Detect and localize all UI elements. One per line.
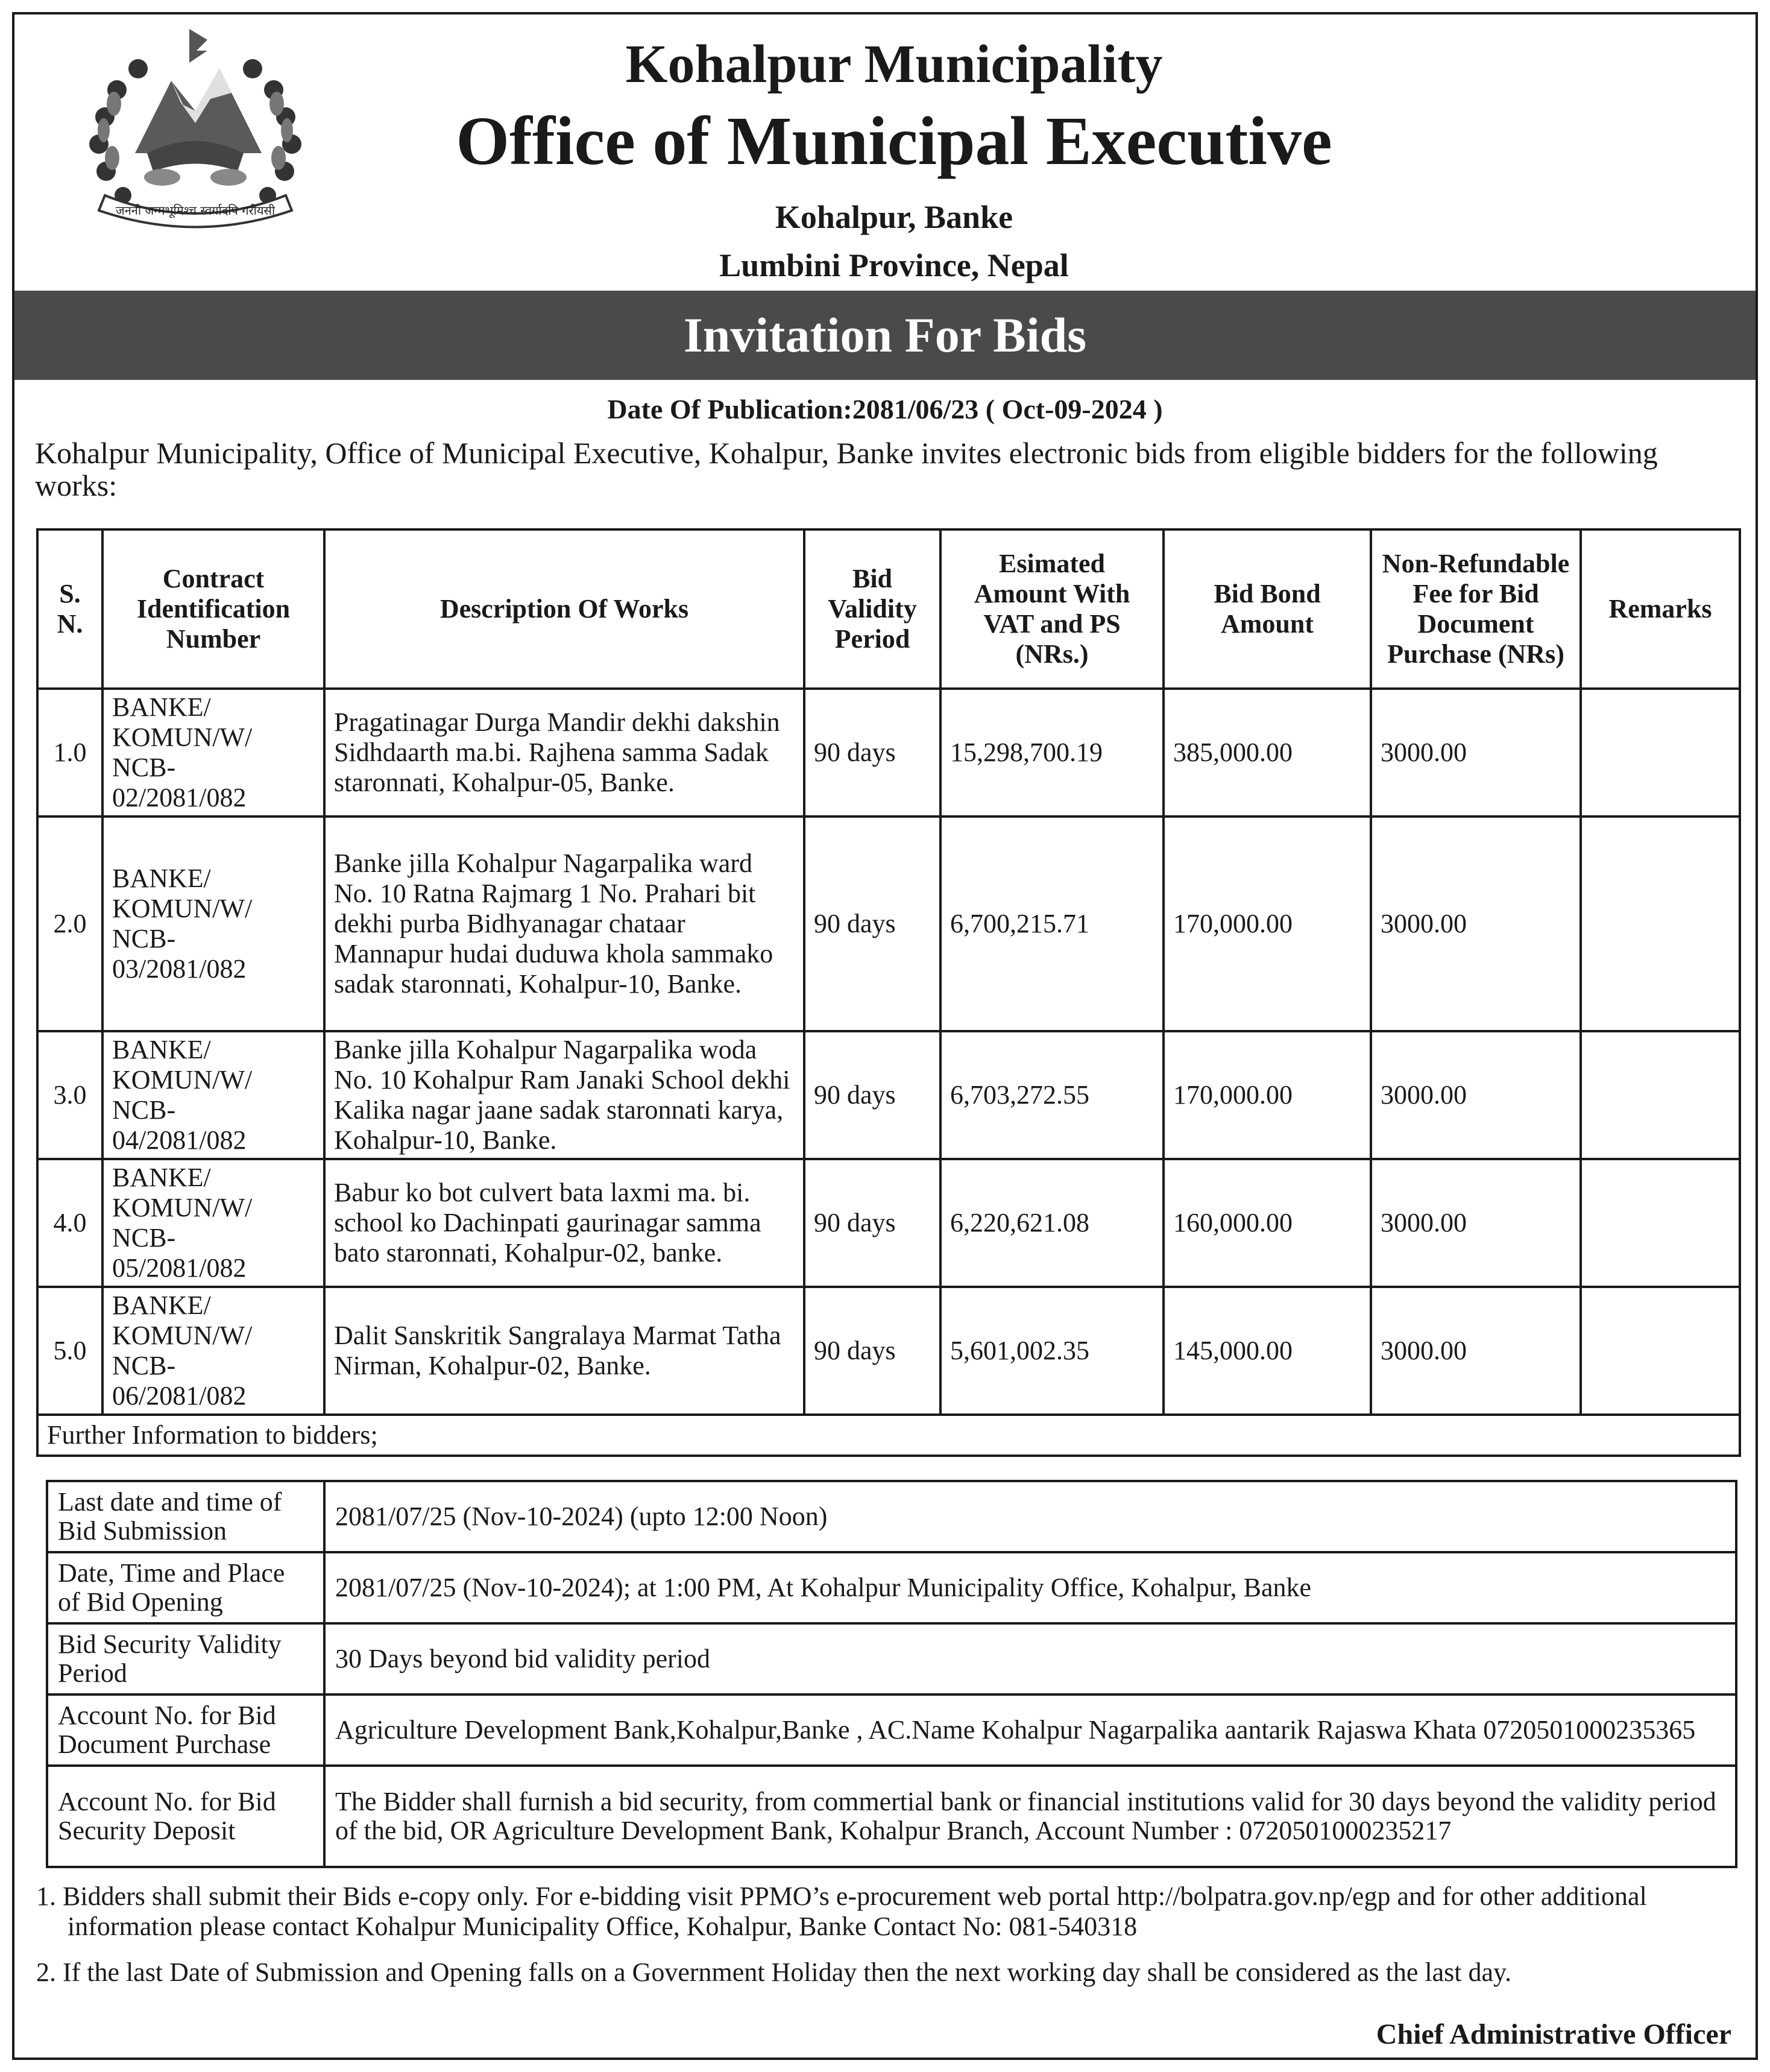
info-value: 2081/07/25 (Nov-10-2024); at 1:00 PM, At Kohalpur Municipality Office, Kohalpur, Banke bbox=[324, 1552, 1736, 1623]
cell-bid-bond: 170,000.00 bbox=[1164, 816, 1371, 1031]
org-name: Kohalpur Municipality bbox=[625, 34, 1163, 94]
table-row bbox=[37, 689, 1740, 816]
location-line-1: Kohalpur, Banke bbox=[775, 199, 1013, 235]
header-contract-id: Contract Identification Number bbox=[102, 529, 324, 689]
intro-paragraph: Kohalpur Municipality, Office of Municipal Executive, Kohalpur, Banke invites electronic bids from eligible bidders for the following works: bbox=[35, 436, 1658, 502]
header-estimated-amount: Esimated Amount With VAT and PS (NRs.) bbox=[940, 529, 1164, 689]
cell-fee: 3000.00 bbox=[1371, 1287, 1581, 1415]
info-row bbox=[47, 1552, 1736, 1623]
info-row bbox=[47, 1695, 1736, 1766]
cell-description: Babur ko bot culvert bata laxmi ma. bi. school ko Dachinpati gaurinagar samma bato staronnati, Kohalpur-02, banke. bbox=[324, 1159, 804, 1287]
header-bid-bond: Bid Bond Amount bbox=[1164, 529, 1371, 689]
cell-remarks bbox=[1581, 816, 1740, 1031]
further-info-row bbox=[37, 1415, 1740, 1456]
header bbox=[14, 31, 1756, 287]
cell-remarks bbox=[1581, 689, 1740, 816]
info-label: Account No. for Bid Security Deposit bbox=[47, 1766, 324, 1867]
cell-estimated-amount: 6,703,272.55 bbox=[940, 1031, 1164, 1159]
header-description: Description Of Works bbox=[324, 529, 804, 689]
svg-text:जननी जन्मभूमिश्च स्वर्गादपि गर: जननी जन्मभूमिश्च स्वर्गादपि गरीयसी bbox=[115, 203, 276, 218]
table-header-row bbox=[37, 529, 1740, 689]
header-sn: S. N. bbox=[37, 529, 102, 689]
table-row bbox=[37, 1287, 1740, 1415]
cell-contract-id: BANKE/ KOMUN/W/ NCB- 05/2081/082 bbox=[102, 1159, 324, 1287]
cell-estimated-amount: 5,601,002.35 bbox=[940, 1287, 1164, 1415]
info-label: Date, Time and Place of Bid Opening bbox=[47, 1552, 324, 1623]
bid-info-table bbox=[46, 1480, 1737, 1868]
info-label: Bid Security Validity Period bbox=[47, 1623, 324, 1695]
notes bbox=[33, 1881, 1737, 2003]
publication-date: Date Of Publication:2081/06/23 ( Oct-09-2024 ) bbox=[607, 394, 1163, 425]
cell-bid-bond: 170,000.00 bbox=[1164, 1031, 1371, 1159]
notice-banner: Invitation For Bids bbox=[14, 291, 1756, 380]
cell-remarks bbox=[1581, 1031, 1740, 1159]
cell-sn: 2.0 bbox=[37, 816, 102, 1031]
info-value: 30 Days beyond bid validity period bbox=[324, 1623, 1736, 1695]
cell-contract-id: BANKE/ KOMUN/W/ NCB- 04/2081/082 bbox=[102, 1031, 324, 1159]
cell-description: Banke jilla Kohalpur Nagarpalika ward No. 10 Ratna Rajmarg 1 No. Prahari bit dekhi purba Bidhyanagar chataar Mannapur hudai duduwa khola sammako sadak staronnati, Kohalpur-10, Banke. bbox=[324, 816, 804, 1031]
cell-estimated-amount: 6,700,215.71 bbox=[940, 816, 1164, 1031]
cell-fee: 3000.00 bbox=[1371, 816, 1581, 1031]
cell-contract-id: BANKE/ KOMUN/W/ NCB- 03/2081/082 bbox=[102, 816, 324, 1031]
table-row bbox=[37, 1031, 1740, 1159]
cell-estimated-amount: 6,220,621.08 bbox=[940, 1159, 1164, 1287]
cell-estimated-amount: 15,298,700.19 bbox=[940, 689, 1164, 816]
cell-bid-bond: 145,000.00 bbox=[1164, 1287, 1371, 1415]
info-row bbox=[47, 1481, 1736, 1552]
note-item: 2. If the last Date of Submission and Opening falls on a Government Holiday then the next working day shall be considered as the last day. bbox=[36, 1957, 1512, 1987]
cell-bid-bond: 160,000.00 bbox=[1164, 1159, 1371, 1287]
header-fee: Non-Refundable Fee for Bid Document Purchase (NRs) bbox=[1371, 529, 1581, 689]
info-value: The Bidder shall furnish a bid security, from commertial bank or financial institutions valid for 30 days beyond the validity period of the bid, OR Agriculture Development Bank, Kohalpur Branch, Account Number : 0720501000235217 bbox=[324, 1766, 1736, 1867]
cell-bid-bond: 385,000.00 bbox=[1164, 689, 1371, 816]
cell-remarks bbox=[1581, 1287, 1740, 1415]
further-info-label: Further Information to bidders; bbox=[37, 1415, 1740, 1456]
cell-contract-id: BANKE/ KOMUN/W/ NCB- 06/2081/082 bbox=[102, 1287, 324, 1415]
cell-sn: 5.0 bbox=[37, 1287, 102, 1415]
cell-description: Pragatinagar Durga Mandir dekhi dakshin Sidhdaarth ma.bi. Rajhena samma Sadak staronnati, Kohalpur-05, Banke. bbox=[324, 689, 804, 816]
info-value: 2081/07/25 (Nov-10-2024) (upto 12:00 Noon) bbox=[324, 1481, 1736, 1552]
notice-page bbox=[12, 12, 1758, 2060]
cell-validity: 90 days bbox=[804, 816, 940, 1031]
cell-fee: 3000.00 bbox=[1371, 1031, 1581, 1159]
cell-remarks bbox=[1581, 1159, 1740, 1287]
signature: Chief Administrative Officer bbox=[1376, 2018, 1731, 2050]
works-table bbox=[36, 528, 1741, 1457]
cell-validity: 90 days bbox=[804, 1287, 940, 1415]
table-row bbox=[37, 1159, 1740, 1287]
info-label: Account No. for Bid Document Purchase bbox=[47, 1695, 324, 1766]
cell-description: Dalit Sanskritik Sangralaya Marmat Tatha Nirman, Kohalpur-02, Banke. bbox=[324, 1287, 804, 1415]
cell-fee: 3000.00 bbox=[1371, 689, 1581, 816]
cell-contract-id: BANKE/ KOMUN/W/ NCB- 02/2081/082 bbox=[102, 689, 324, 816]
cell-sn: 4.0 bbox=[37, 1159, 102, 1287]
note-item: 1. Bidders shall submit their Bids e-copy only. For e-bidding visit PPMO’s e-procurement web portal http://bolpatra.gov.np/egp and for other additional information please contact Kohalpur Municipality Office, Kohalpur, Banke Contact No: 081-540318 bbox=[36, 1881, 1647, 1941]
info-row bbox=[47, 1766, 1736, 1867]
cell-validity: 90 days bbox=[804, 1159, 940, 1287]
cell-description: Banke jilla Kohalpur Nagarpalika woda No. 10 Kohalpur Ram Janaki School dekhi Kalika nagar jaane sadak staronnati karya, Kohalpur-10, Banke. bbox=[324, 1031, 804, 1159]
cell-validity: 90 days bbox=[804, 1031, 940, 1159]
table-row bbox=[37, 816, 1740, 1031]
info-row bbox=[47, 1623, 1736, 1695]
cell-sn: 3.0 bbox=[37, 1031, 102, 1159]
header-remarks: Remarks bbox=[1581, 529, 1740, 689]
office-name: Office of Municipal Executive bbox=[456, 103, 1332, 179]
header-validity: Bid Validity Period bbox=[804, 529, 940, 689]
cell-sn: 1.0 bbox=[37, 689, 102, 816]
cell-validity: 90 days bbox=[804, 689, 940, 816]
location-line-2: Lumbini Province, Nepal bbox=[719, 247, 1069, 283]
cell-fee: 3000.00 bbox=[1371, 1159, 1581, 1287]
info-value: Agriculture Development Bank,Kohalpur,Banke , AC.Name Kohalpur Nagarpalika aantarik Rajaswa Khata 0720501000235365 bbox=[324, 1695, 1736, 1766]
info-label: Last date and time of Bid Submission bbox=[47, 1481, 324, 1552]
